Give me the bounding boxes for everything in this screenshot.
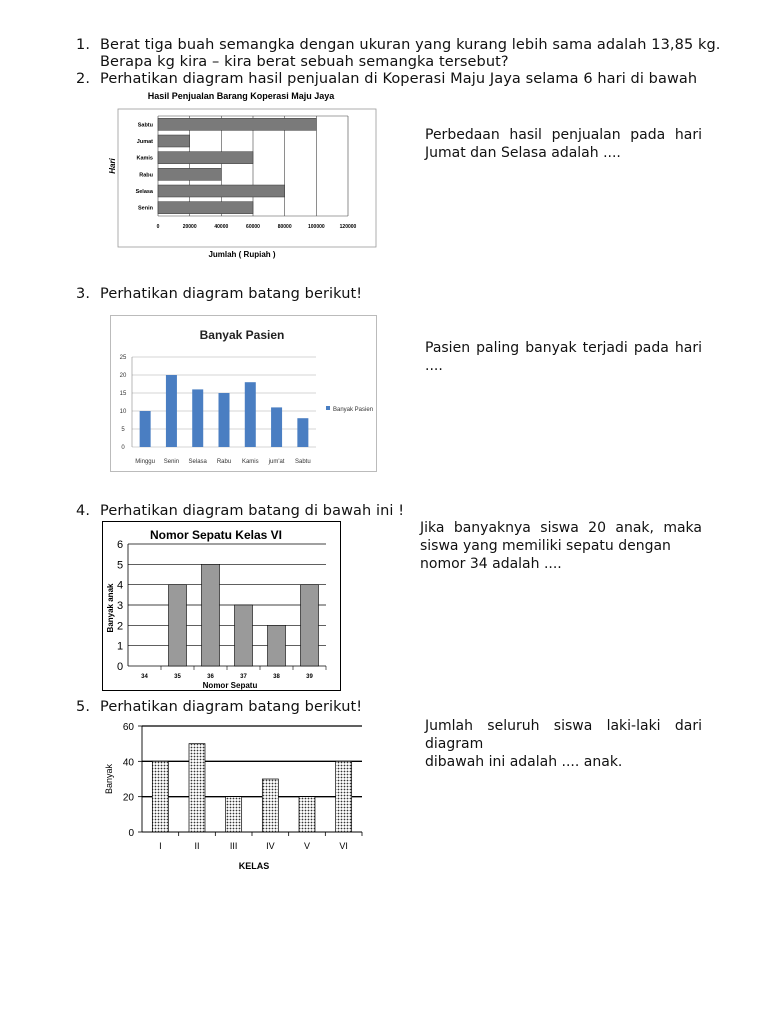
bar-senin — [158, 202, 253, 214]
bar-38 — [268, 625, 286, 666]
question-3-number: 3. — [76, 286, 91, 302]
question-5-side-line-1: Jumlah seluruh siswa laki-laki dari — [425, 718, 702, 734]
y-tick-label: 0 — [128, 828, 134, 839]
question-4-side-line-3: nomor 34 adalah .... — [420, 556, 562, 572]
shoe-size-chart-title: Nomor Sepatu Kelas VI — [149, 528, 283, 542]
question-1-line-1: Berat tiga buah semangka dengan ukuran yang kurang lebih sama adalah 13,85 kg. — [100, 37, 721, 53]
patients-chart-legend-label: Banyak Pasien — [333, 407, 374, 413]
category-label: 39 — [306, 674, 313, 680]
x-tick-label: 20000 — [182, 224, 197, 230]
class-chart-xlabel: KELAS — [238, 861, 270, 871]
question-2-number: 2. — [76, 71, 91, 87]
category-label: Rabu — [216, 459, 232, 465]
bar-jumat — [158, 135, 190, 147]
y-tick-label: 1 — [116, 640, 124, 653]
category-label: 38 — [273, 674, 280, 680]
x-tick-label: 40000 — [214, 224, 229, 230]
category-label: II — [194, 841, 200, 851]
category-label: V — [303, 841, 311, 851]
y-tick-label: 5 — [116, 559, 124, 572]
bar-kelas-ii — [189, 744, 205, 832]
question-2-text: Perhatikan diagram hasil penjualan di Koperasi Maju Jaya selama 6 hari di bawah — [100, 71, 698, 87]
category-label: III — [229, 841, 238, 851]
x-tick-label: 80000 — [277, 224, 292, 230]
category-label: Rabu — [139, 172, 153, 179]
category-label: Sabtu — [137, 122, 153, 129]
y-tick-label: 25 — [119, 355, 127, 361]
class-chart-ylabel: Banyak — [104, 763, 114, 795]
bar-minggu — [140, 411, 151, 447]
category-label: I — [159, 841, 162, 851]
category-label: 37 — [240, 674, 247, 680]
question-1-number: 1. — [76, 37, 91, 53]
sales-chart — [100, 86, 378, 268]
x-tick-label: 60000 — [246, 224, 260, 230]
y-tick-label: 0 — [121, 445, 125, 451]
y-tick-label: 2 — [116, 620, 124, 633]
category-label: Jumat — [136, 139, 153, 145]
category-label: 35 — [174, 674, 181, 680]
question-1-line-2: Berapa kg kira – kira berat sebuah semangka tersebut? — [100, 54, 509, 70]
bar-kamis — [158, 152, 253, 164]
bar-36 — [202, 564, 220, 666]
bar-selasa — [158, 185, 285, 197]
question-2-side-line-2: Jumat dan Selasa adalah .... — [425, 145, 621, 161]
bar-kamis — [245, 382, 256, 447]
category-label: 36 — [207, 674, 214, 680]
bar-jumat — [271, 407, 282, 447]
category-label: Kamis — [241, 459, 259, 465]
y-tick-label: 0 — [116, 661, 124, 673]
category-label: jum'at — [268, 459, 285, 465]
bar-senin — [166, 375, 177, 447]
patients-chart-legend-swatch — [326, 406, 330, 410]
question-2-side-line-1: Perbedaan hasil penjualan pada hari — [425, 127, 702, 143]
shoe-size-chart-ylabel: Banyak anak — [106, 583, 115, 633]
category-label: VI — [339, 841, 348, 851]
x-tick-label: 120000 — [339, 224, 357, 230]
y-tick-label: 20 — [122, 792, 134, 804]
category-label: Senin — [163, 459, 180, 465]
sales-chart-xlabel: Jumlah ( Rupiah ) — [208, 250, 276, 259]
question-4-text: Perhatikan diagram batang di bawah ini ! — [100, 503, 405, 519]
y-tick-label: 4 — [116, 579, 124, 592]
question-4-number: 4. — [76, 503, 91, 519]
patients-chart-title: Banyak Pasien — [199, 328, 285, 342]
question-2-side-text — [425, 126, 702, 162]
y-tick-label: 10 — [119, 409, 127, 415]
bar-rabu — [158, 168, 221, 180]
question-3-side-line-2: .... — [425, 358, 443, 374]
y-tick-label: 3 — [116, 600, 124, 612]
question-3-side-line-1: Pasien paling banyak terjadi pada hari — [425, 340, 702, 356]
sales-chart-ylabel: Hari — [108, 158, 117, 174]
question-3-text: Perhatikan diagram batang berikut! — [100, 286, 363, 302]
bar-kelas-iii — [226, 797, 242, 832]
category-label: Selasa — [135, 189, 153, 195]
bar-37 — [235, 605, 253, 666]
question-5-text: Perhatikan diagram batang berikut! — [100, 699, 363, 715]
x-tick-label: 100000 — [307, 224, 325, 230]
sales-chart-title: Hasil Penjualan Barang Koperasi Maju Jaya — [147, 91, 335, 101]
question-5-side-line-2: diagram — [425, 736, 484, 752]
question-3-side-text — [425, 339, 702, 375]
question-4-side-line-2: siswa yang memiliki sepatu dengan — [420, 538, 671, 554]
shoe-size-chart — [102, 521, 342, 692]
x-tick-label: 0 — [156, 224, 160, 230]
y-tick-label: 5 — [121, 427, 125, 433]
category-label: Kamis — [136, 155, 153, 162]
category-label: Minggu — [135, 459, 155, 465]
bar-35 — [169, 585, 187, 666]
category-label: 34 — [141, 674, 148, 680]
bar-sabtu — [297, 418, 308, 447]
bar-kelas-v — [299, 797, 315, 832]
question-5-side-text — [425, 717, 702, 771]
y-tick-label: 15 — [119, 391, 127, 397]
bar-selasa — [192, 389, 203, 447]
category-label: IV — [266, 841, 275, 851]
y-tick-label: 6 — [116, 539, 124, 551]
bar-39 — [301, 585, 319, 666]
y-tick-label: 20 — [119, 373, 127, 379]
patients-chart — [110, 315, 378, 473]
category-label: Selasa — [188, 459, 207, 465]
class-chart — [100, 716, 382, 876]
bar-rabu — [219, 393, 230, 447]
bar-kelas-vi — [336, 761, 352, 832]
category-label: Senin — [138, 205, 153, 212]
y-tick-label: 40 — [122, 757, 134, 769]
question-5-side-line-3: dibawah ini adalah .... anak. — [425, 754, 623, 770]
question-4-side-text — [420, 519, 702, 573]
bar-sabtu — [158, 118, 316, 130]
category-label: Sabtu — [295, 459, 311, 465]
bar-kelas-i — [152, 761, 168, 832]
bar-kelas-iv — [262, 779, 278, 832]
question-5-number: 5. — [76, 699, 91, 715]
y-tick-label: 60 — [122, 722, 134, 733]
question-4-side-line-1: Jika banyaknya siswa 20 anak, maka — [420, 520, 702, 536]
shoe-size-chart-xlabel: Nomor Sepatu — [202, 681, 258, 690]
